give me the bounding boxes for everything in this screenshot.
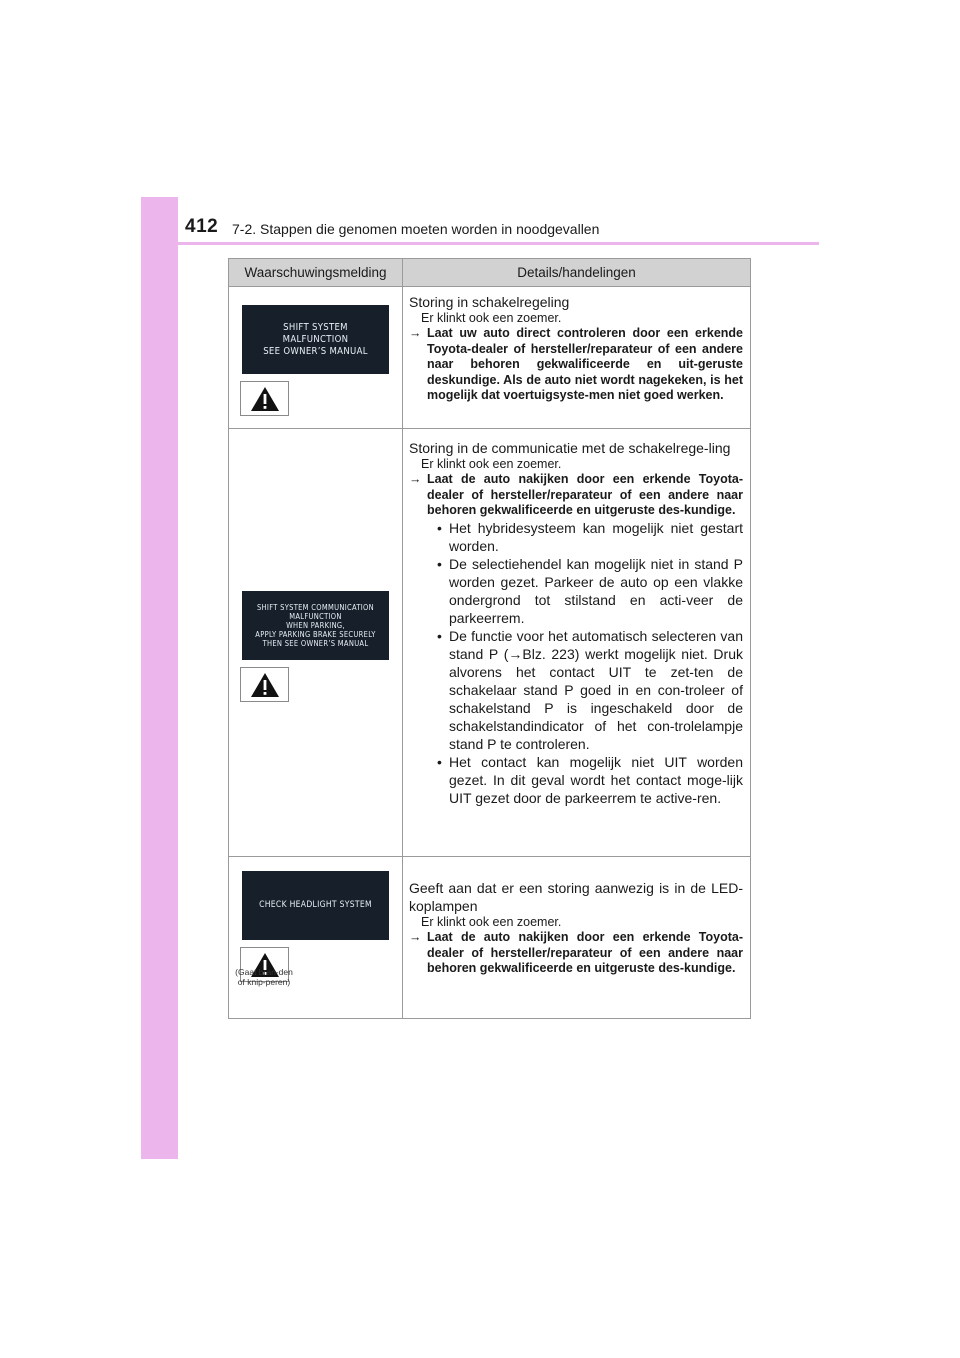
action-instruction [409, 930, 743, 977]
message-details-cell [403, 287, 751, 429]
buzzer-note: Er klinkt ook een zoemer. [421, 915, 562, 929]
chapter-side-band [141, 197, 178, 1159]
action-instruction [409, 472, 743, 519]
header-rule [141, 242, 819, 245]
table-row [229, 429, 751, 857]
table-header-row [229, 259, 751, 287]
message-headline: Geeft aan dat er een storing aanwezig is in de LED-koplampen [409, 880, 743, 914]
message-headline: Storing in schakelregeling [409, 294, 570, 310]
buzzer-note: Er klinkt ook een zoemer. [421, 457, 562, 471]
arrow-right-icon: → [409, 930, 422, 944]
multi-info-display: SHIFT SYSTEM MALFUNCTION SEE OWNER’S MANUAL [242, 305, 389, 374]
list-item: • Het hybridesysteem kan mogelijk niet gestart worden. [437, 519, 743, 554]
action-text: Laat uw auto direct controleren door een erkende Toyota-dealer of hersteller/reparateur of een andere naar behoren gekwalificeerde en uit-geruste deskundige. Als de auto niet wordt nagekeken, is het mogelijk dat voertuigsyste-men niet goed werken. [427, 326, 743, 402]
indicator-caption: (Gaat bran-den of knip-peren) [235, 967, 293, 987]
action-text: Laat de auto nakijken door een erkende Toyota-dealer of hersteller/reparateur of een andere naar behoren gekwalificeerde en uitgeruste des-kundige. [427, 930, 743, 975]
list-item: • Het contact kan mogelijk niet UIT worden gezet. In dit geval wordt het contact moge-lijk UIT gezet door de parkeerrem te active-ren. [437, 753, 743, 806]
message-icons-cell [229, 429, 403, 857]
warning-indicator [240, 667, 289, 702]
arrow-right-icon: → [409, 472, 422, 486]
header-warning-message: Waarschuwingsmelding [229, 259, 403, 287]
action-text: Laat de auto nakijken door een erkende Toyota-dealer of hersteller/reparateur of een andere naar behoren gekwalificeerde en uitgeruste des-kundige. [427, 472, 743, 517]
message-details-cell [403, 857, 751, 1019]
list-item: • De selectiehendel kan mogelijk niet in stand P worden gezet. Parkeer de auto op een vlakke ondergrond tot stilstand en acti-veer de parkeerrem. [437, 555, 743, 626]
message-icons-cell [229, 287, 403, 429]
warning-indicator [240, 381, 289, 416]
page-number: 412 [185, 216, 219, 237]
multi-info-display: CHECK HEADLIGHT SYSTEM [242, 871, 389, 940]
warning-triangle-icon [250, 386, 280, 412]
list-item: • De functie voor het automatisch selecteren van stand P (→Blz. 223) werkt mogelijk niet. Druk alvorens het contact UIT te zet-ten de schakelaar stand P goed in en con-troleer of schakelstand P is ingeschakeld door de schakelstandindicator of het con-trolelampje stand P te controleren. [437, 627, 743, 752]
arrow-right-icon: → [409, 326, 422, 340]
message-icons-cell [229, 857, 403, 1019]
consequence-list [409, 519, 743, 807]
warning-message-table [228, 258, 751, 1019]
message-headline: Storing in de communicatie met de schakelrege-ling [409, 440, 731, 456]
message-details-cell [403, 429, 751, 857]
warning-triangle-icon [250, 672, 280, 698]
table-row [229, 857, 751, 1019]
section-title: 7-2. Stappen die genomen moeten worden in noodgevallen [232, 221, 600, 237]
action-instruction [409, 326, 743, 404]
table-row [229, 287, 751, 429]
buzzer-note: Er klinkt ook een zoemer. [421, 311, 562, 325]
header-details: Details/handelingen [403, 259, 751, 287]
multi-info-display: SHIFT SYSTEM COMMUNICATION MALFUNCTION WHEN PARKING, APPLY PARKING BRAKE SECURELY THEN SEE OWNER’S MANUAL [242, 591, 389, 660]
